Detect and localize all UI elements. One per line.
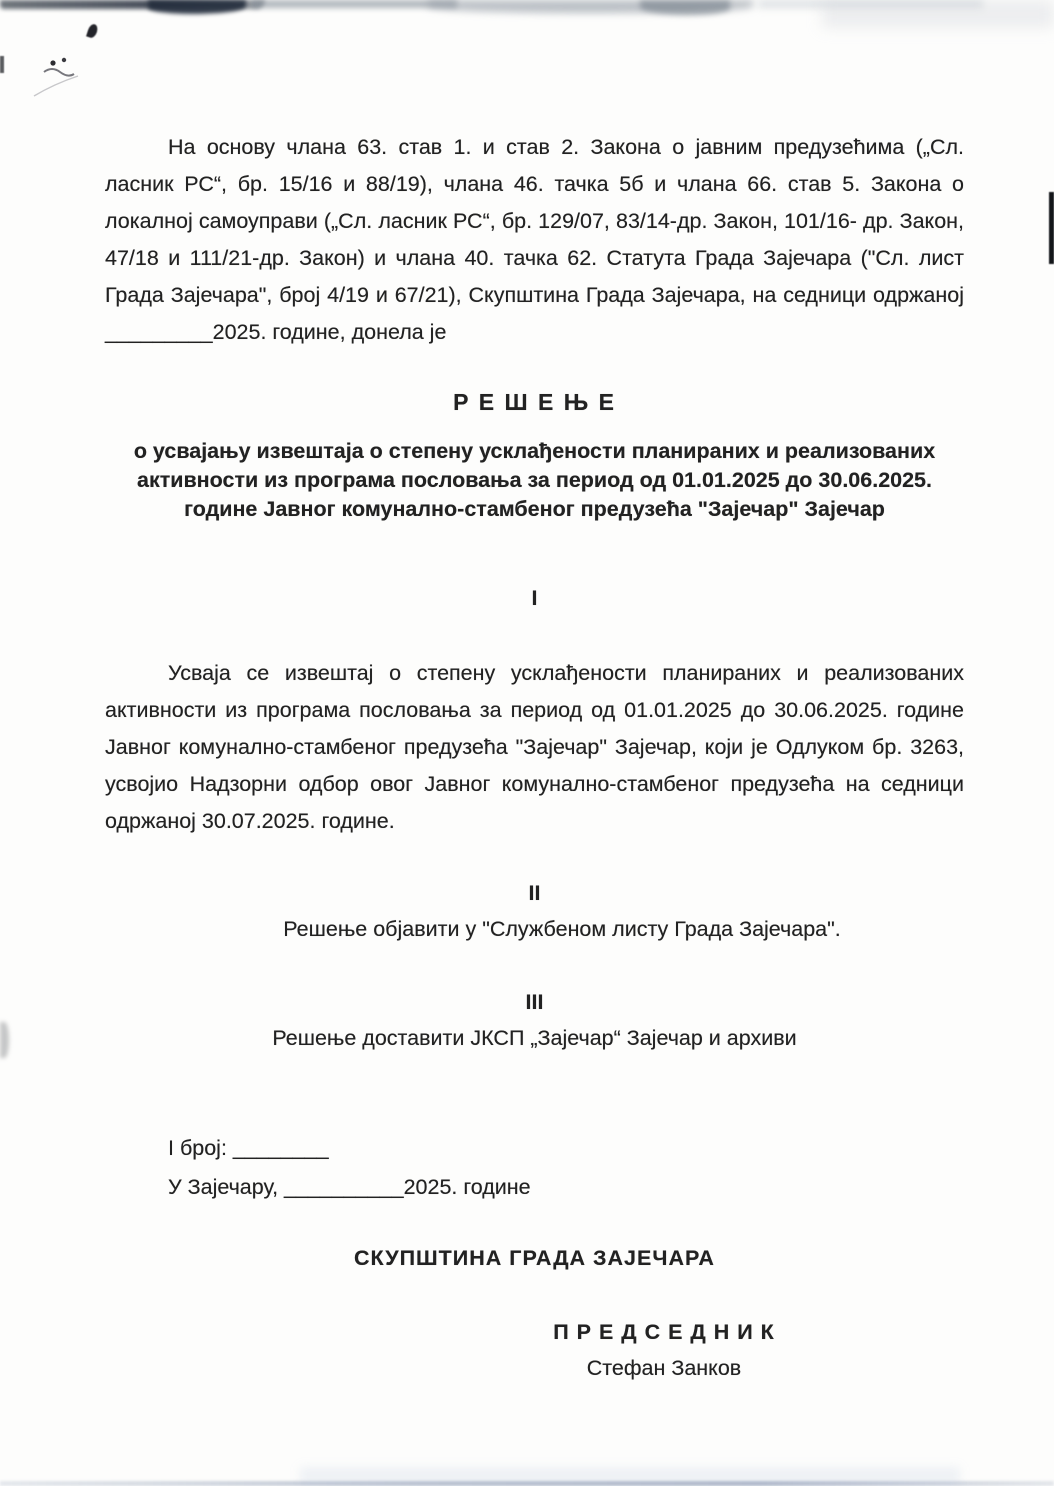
section-3-paragraph: Решење доставити ЈКСП „Зајечар“ Зајечар и архиви: [272, 1026, 797, 1050]
decision-title: Р Е Ш Е Њ Е: [453, 389, 616, 415]
case-number-blank: ________: [232, 1136, 329, 1160]
decision-subtitle: [105, 437, 964, 524]
case-number-line: [168, 1133, 964, 1163]
subtitle-line-2: активности из програма пословања за период од 01.01.2025 до 30.06.2025.: [136, 468, 932, 492]
case-number-label: I број:: [168, 1136, 233, 1160]
place-label: У Зајечару,: [168, 1175, 285, 1199]
subtitle-line-1: о усвајању извештаја о степену усклађености планираних и реализованих: [133, 439, 936, 463]
president-title: П Р Е Д С Е Д Н И К: [553, 1320, 775, 1344]
intro-text: На основу члана 63. став 1. и став 2. Закона о јавним предузећима („Сл. ласник РС“, бр. 15/16 и 88/19), члана 46. тачка 5б и члана 66. став 5. Закона о локалној самоуправи („Сл. ласник РС“, бр. 129/07, 83/14-др. Закон, 101/16- др. Закон, 47/18 и 111/21-др. Закон) и члана 40. тачка 62. Статута Града Зајечара ("Сл. лист Града Зајечара", број 4/19 и 67/21), Скупштина Града Зајечара, на седници одржаној: [105, 135, 964, 307]
place-tail: 2025. године: [403, 1175, 531, 1199]
section-3-numeral: III: [525, 990, 544, 1014]
signature-block: [509, 1319, 819, 1381]
place-date-line: [168, 1172, 964, 1202]
subtitle-line-3: године Јавног комунално-стамбеног предузећа "Зајечар" Зајечар: [184, 497, 885, 521]
section-1-paragraph: Усваја се извештај о степену усклађености планираних и реализованих активности из програма пословања за период од 01.01.2025 до 30.06.2025. године Јавног комунално-стамбеног предузећа "Зајечар" Зајечар, који је Одлуком бр. 3263, усвојио Надзорни одбор овог Јавног комунално-стамбеног предузећа на седници одржаној 30.07.2025. године.: [105, 661, 964, 833]
intro-paragraph: [105, 129, 964, 351]
section-2-numeral: II: [528, 881, 541, 905]
section-1-numeral: I: [531, 586, 538, 610]
intro-blank-line: _________: [105, 320, 213, 344]
assembly-name: СКУПШТИНА ГРАДА ЗАЈЕЧАРА: [354, 1246, 715, 1270]
section-2-paragraph: Решење објавити у "Службеном листу Града Зајечара".: [283, 917, 841, 941]
place-blank: __________: [284, 1175, 404, 1199]
president-name: Стефан Занков: [586, 1356, 742, 1380]
intro-tail: 2025. године, донела је: [212, 320, 447, 344]
